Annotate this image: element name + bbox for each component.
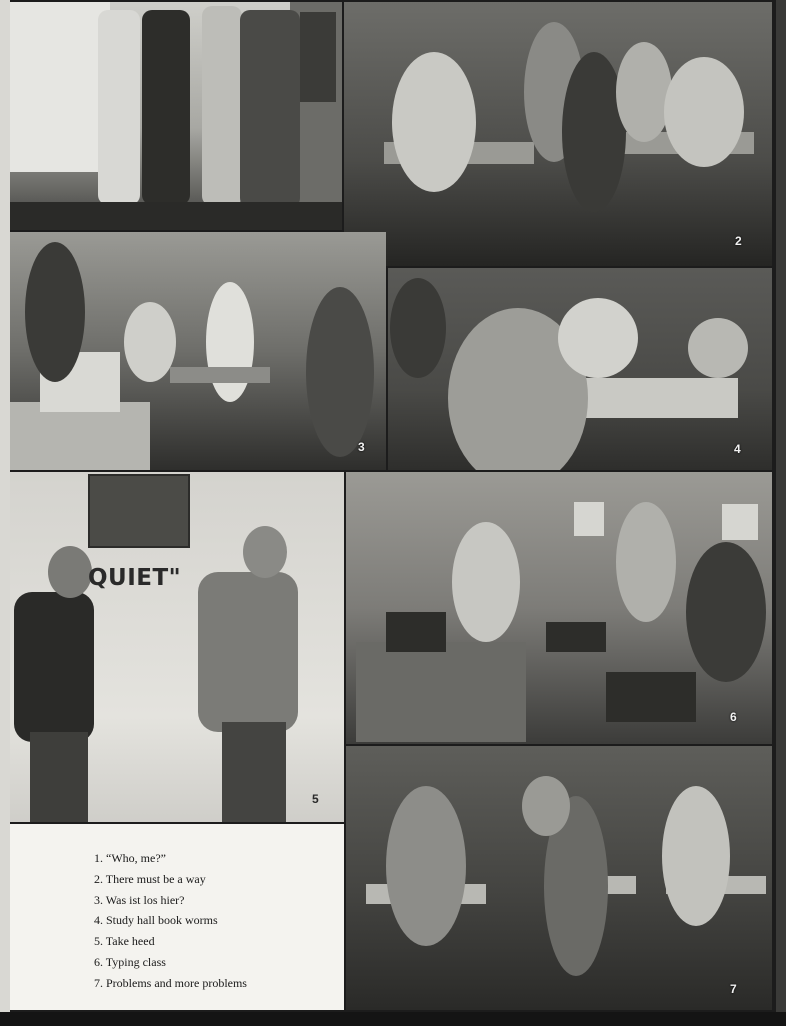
caption-box xyxy=(10,824,344,1010)
photo-1-figures xyxy=(10,2,342,230)
page-bottom-edge xyxy=(0,1012,786,1026)
photo-7-problems xyxy=(346,746,772,1010)
photo-6-figures xyxy=(346,472,772,744)
photo-7-figures xyxy=(346,746,772,1010)
caption-item: 3. Was ist los hier? xyxy=(94,892,185,907)
page-left-margin xyxy=(0,0,10,1026)
photo-7-number: 7 xyxy=(730,982,737,996)
caption-item: 4. Study hall book worms xyxy=(94,913,218,928)
wall-plaque xyxy=(88,474,190,548)
photo-3-number: 3 xyxy=(358,440,365,454)
photo-5-number: 5 xyxy=(312,792,319,806)
photo-1-hallway xyxy=(10,2,342,230)
page-right-margin xyxy=(776,0,786,1026)
photo-4-figures xyxy=(388,268,772,470)
photo-3-classroom xyxy=(10,232,386,470)
photo-2-figures xyxy=(344,2,772,266)
caption-item: 6. Typing class xyxy=(94,954,166,969)
photo-2-number: 2 xyxy=(735,234,742,248)
caption-list xyxy=(94,848,247,994)
caption-item: 2. There must be a way xyxy=(94,871,206,886)
photo-2-reading xyxy=(344,2,772,266)
photo-4-study-hall xyxy=(388,268,772,470)
photo-6-number: 6 xyxy=(730,710,737,724)
caption-item: 7. Problems and more problems xyxy=(94,975,247,990)
caption-item: 1. “Who, me?” xyxy=(94,851,166,865)
caption-item: 5. Take heed xyxy=(94,934,155,949)
photo-4-number: 4 xyxy=(734,442,741,456)
quiet-sign: QUIET" xyxy=(88,565,182,591)
photo-3-figures xyxy=(10,232,386,470)
photo-6-typing xyxy=(346,472,772,744)
